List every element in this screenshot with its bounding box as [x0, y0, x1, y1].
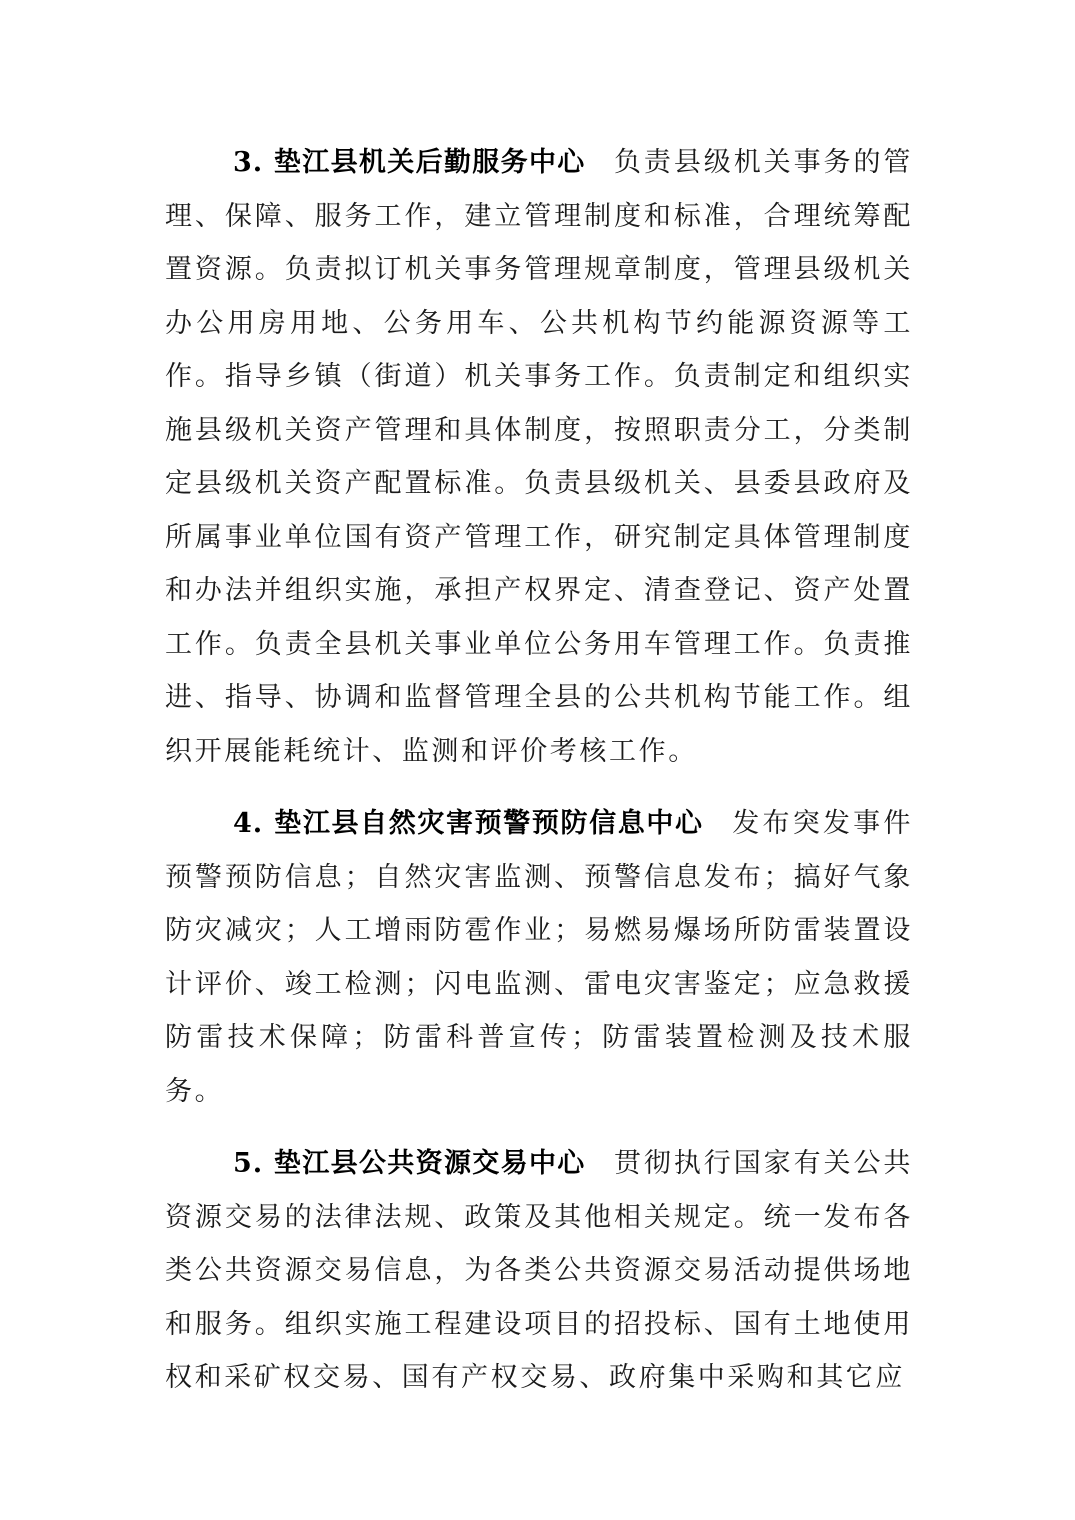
section-paragraph — [165, 1137, 913, 1405]
section-title: 5. 垫江县公共资源交易中心 — [233, 1148, 586, 1179]
section-body: 贯彻执行国家有关公共资源交易的法律法规、政策及其他相关规定。统一发布各类公共资源交易信息，为各类公共资源交易活动提供场地和服务。组织实施工程建设项目的招投标、国有土地使用权和采矿权交易、国有产权交易、政府集中采购和其它应 — [165, 1148, 914, 1393]
document-body — [165, 136, 913, 1424]
section-paragraph — [165, 136, 913, 778]
section-body: 发布突发事件预警预防信息；自然灾害监测、预警信息发布；搞好气象防灾减灾；人工增雨防雹作业；易燃易爆场所防雷装置设计评价、竣工检测；闪电监测、雷电灾害鉴定；应急救援防雷技术保障；防雷科普宣传；防雷装置检测及技术服务。 — [165, 808, 913, 1107]
section-paragraph — [165, 797, 913, 1118]
section-title: 3. 垫江县机关后勤服务中心 — [233, 147, 586, 178]
section-title: 4. 垫江县自然灾害预警预防信息中心 — [233, 808, 704, 839]
section-body: 负责县级机关事务的管理、保障、服务工作，建立管理制度和标准，合理统筹配置资源。负责拟订机关事务管理规章制度，管理县级机关办公用房用地、公务用车、公共机构节约能源资源等工作。指导乡镇（街道）机关事务工作。负责制定和组织实施县级机关资产管理和具体制度，按照职责分工，分类制定县级机关资产配置标准。负责县级机关、县委县政府及所属事业单位国有资产管理工作，研究制定具体管理制度和办法并组织实施，承担产权界定、清查登记、资产处置工作。负责全县机关事业单位公务用车管理工作。负责推进、指导、协调和监督管理全县的公共机构节能工作。组织开展能耗统计、监测和评价考核工作。 — [165, 147, 914, 767]
